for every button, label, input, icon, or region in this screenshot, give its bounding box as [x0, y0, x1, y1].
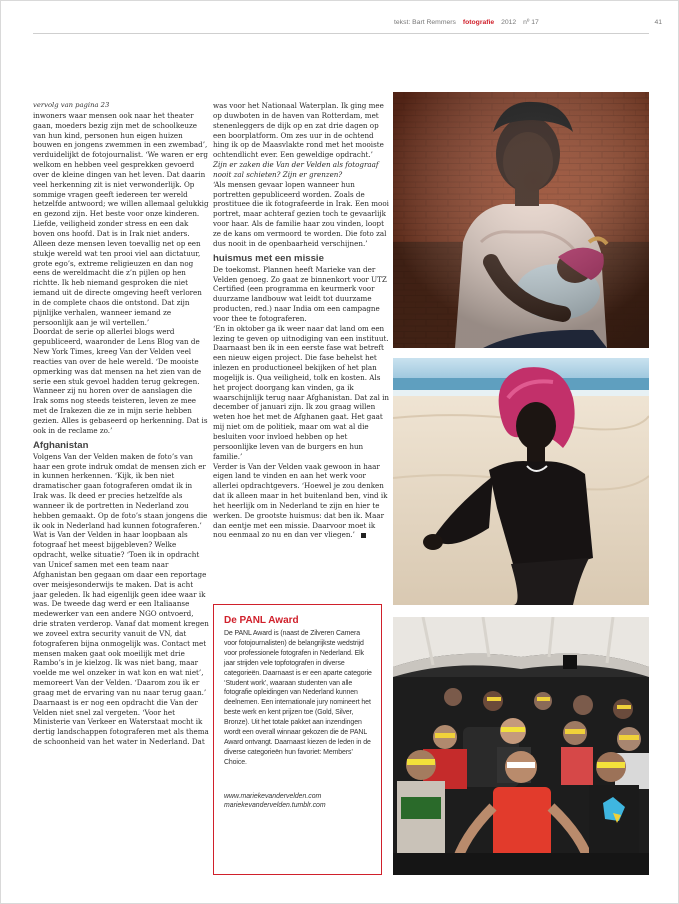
tumblr-link[interactable]: mariekevandervelden.tumblr.com	[224, 802, 326, 810]
column1-paragraph-5: Daarnaast is er nog een opdracht die Van der Velden niet snel zal vergeten. ‘Voor het Ministerie van Verkeer en Waterstaat mocht ik dertig landschappen fotograferen met als thema de schoonheid van het water in Nederland. Dat	[33, 697, 209, 747]
page-number: 41	[654, 19, 662, 26]
website-link[interactable]: www.mariekevandervelden.com	[224, 792, 322, 800]
column2-paragraph-5	[213, 462, 389, 541]
header-credit: tekst: Bart Remmers	[394, 19, 456, 26]
column1-paragraph-4: Wat is Van der Velden in haar loopbaan als fotograaf het meest bijgebleven? Welke opdracht, welke situatie? ‘Toen ik in opdracht van Unicef samen met een team naar Afghanistan ben gegaan om daar een reportage over meisjesonderwijs te maken. Dat is acht jaar geleden. Ik had eigenlijk geen idee waar ik was. De tweede dag werd er een Italiaanse medewerker van een andere NGO ontvoerd, drie straten verderop. Vanaf dat moment kregen we zoveel extra security vanuit de VN, dat fotograferen bijna onmogelijk was. Contact met mensen maken gaat ook moeilijk met drie Rambo’s in je kielzog. Ik was niet bang, maar voelde me wel onzeker in wat kon en wat niet’, memoreert Van der Velden. ‘Daarom zou ik er graag met de ervaring van nu naar terug gaan.’	[33, 530, 209, 697]
award-title: De PANL Award	[224, 615, 299, 626]
column2-paragraph-1: was voor het Nationaal Waterplan. Ik ging mee op duwboten in de haven van Rotterdam, met stenenleggers de dijk op en zat drie dagen op een boorplatform. Om zes uur in de ochtend hing ik op de Maasvlakte rond met het mooiste ochtendlicht ever. Een geweldige opdracht.’	[213, 101, 384, 160]
photo-woman-on-beach	[393, 358, 649, 605]
closing-text: Verder is Van der Velden vaak gewoon in haar eigen land te vinden en aan het werk voor allerlei opdrachtgevers. ‘Hoewel je zou denken dat ik alleen maar in het buitenland ben, vind ik het heerlijk om in Nederland te zijn en hier te werken. De grootste huismus: dat ben ik. Maar dan eentje met een missie. Daarvoor moet ik nou eenmaal zo nu en dan ver vliegen.’	[213, 461, 388, 540]
column1-paragraph-1: inwoners waar mensen ook naar het theater gaan, moeders bezig zijn met de schoolkeuze van hun kind, personen hun eigen huizen bouwen en jongens zwemmen in een zwembad’, verduidelijkt de fotojournalist. ‘We waren er erg welkom en hebben veel gesprekken gevoerd over de kleine dingen van het leven. Dat daarin veel herkenning zit is niet verwonderlijk. Op sommige vragen geeft iedereen ter wereld hetzelfde antwoord; we willen allemaal gelukkig en gezond zijn. Het beste voor onze kinderen. Liefde, veiligheid zonder stress en een dak boven ons hoofd. Dat is in Irak niet anders. Alleen deze mensen leven toevallig net op een stukje wereld wat ten prooi viel aan dictatuur, grote ego’s, extreme religieuzen en dan nog eens de wereldmacht die z’n pijlen op hen richtte. Ik heb niemand gesproken die niet iemand uit de directe omgeving heeft verloren in de complete chaos die ontstond. Dat zijn pijnlijke verhalen, wanneer iemand ze persoonlijk aan je wil vertellen.’	[33, 110, 209, 327]
column2-paragraph-2: ‘Als mensen gevaar lopen wanneer hun portretten gepubliceerd worden. Zoals de prostituee die ik fotografeerde in Irak. Een mooi portret, maar achteraf gezien toch te gevaarlijk voor haar. Als de familie haar zou vinden, loopt ze de kans om vermoord te worden. Die foto zal dus nooit in de openbaarheid verschijnen.’	[213, 179, 389, 248]
header-year: 2012	[501, 19, 517, 26]
header-rule	[33, 33, 649, 34]
panl-award-box	[213, 604, 382, 875]
continued-from: vervolg van pagina 23	[33, 101, 110, 109]
column1-paragraph-3: Volgens Van der Velden maken de foto’s van haar een grote indruk omdat de mensen zich er in kunnen herkennen. ‘Kijk, ik ben niet dramatischer gaan fotograferen omdat ik in Irak was. Ik deed er precies hetzelfde als wanneer ik de portretten in Nederland zou hebben gemaakt. Op de foto’s staan jongens die ik ook in Nederland had kunnen fotograferen.’	[33, 451, 208, 530]
question-text: Zijn er zaken die Van der Velden als fotograaf nooit zal schieten? Zijn er grenzen?	[213, 160, 379, 179]
photo-cinema-audience-image	[393, 617, 649, 875]
end-of-article-mark	[361, 533, 366, 538]
column2-paragraph-3: De toekomst. Plannen heeft Marieke van der Velden genoeg. Zo gaat ze binnenkort voor UTZ Certified (een programma en keurmerk voor duurzame landbouw wat leidt tot duurzame producten, red.) naar India om een campagne voor thee te fotograferen.	[213, 264, 387, 323]
text-column-2	[213, 101, 389, 540]
header-section: fotografie	[462, 19, 495, 26]
heading-huismus: huismus met een missie	[213, 252, 324, 264]
award-body: De PANL Award is (naast de Zilveren Camera voor fotojournalisten) de belangrijkste wedstrijd voor professionele fotografen in Nederland. Elk jaar strijden vele topfotografen in diverse categorieën. Daarnaast is er een aparte categorie ‘Student work’, waaraan studenten van alle fotografie opleidingen van Nederland kunnen deelnemen. Een internationale jury nomineert het beste werk en kent prijzen toe (Gold, Silver, Bronze). Uit het totale pakket aan inzendingen wordt een overall winnaar gekozen die de PANL Award ontvangt. Daarnaast kiezen de leden in de diverse categorieën hun favoriet: Members’ Choice.	[224, 630, 372, 766]
photo-mother-and-baby	[393, 92, 649, 348]
text-column-1	[33, 101, 209, 747]
heading-afghanistan: Afghanistan	[33, 439, 89, 451]
photo-woman-on-beach-image	[393, 358, 649, 605]
award-links	[224, 792, 372, 811]
photo-cinema-audience	[393, 617, 649, 875]
column2-paragraph-4: ‘En in oktober ga ik weer naar dat land om een lezing te geven op uitnodiging van een instituut. Daarnaast ben ik in een eerste fase wat betreft een nieuw eigen project. Die fase behelst het inlezen en productioneel bekijken of het plan mogelijk is. Qua veiligheid, tolk en kosten. Als het project doorgang kan vinden, ga ik waarschijnlijk terug naar Afghanistan. Dat zal in december of januari zijn. Ik zou graag willen weten hoe het met de Afghanen gaat. Het gaat mij niet om de politiek, maar om wat al die besluiten voor invloed hebben op het persoonlijke leven van de burgers en hun familie.’	[213, 323, 390, 461]
photo-mother-and-baby-image	[393, 92, 649, 348]
column2-question	[213, 160, 389, 180]
running-header	[394, 19, 662, 31]
column1-paragraph-2: Doordat de serie op allerlei blogs werd gepubliceerd, waaronder de Lens Blog van de New York Times, kreeg Van der Velden veel reacties van over de hele wereld. ‘De mooiste opmerking was dat mensen na het zien van de serie een stuk gevoel hadden terug gekregen. Wanneer zij nu horen over de aanslagen die Irak soms nog steeds teisteren, leven ze mee met de Irakezen die ze in mijn serie hebben gezien. Alles is gebaseerd op herkenning. Dat is ook in de reclame zo.’	[33, 327, 208, 435]
header-issue: nº 17	[523, 19, 539, 26]
